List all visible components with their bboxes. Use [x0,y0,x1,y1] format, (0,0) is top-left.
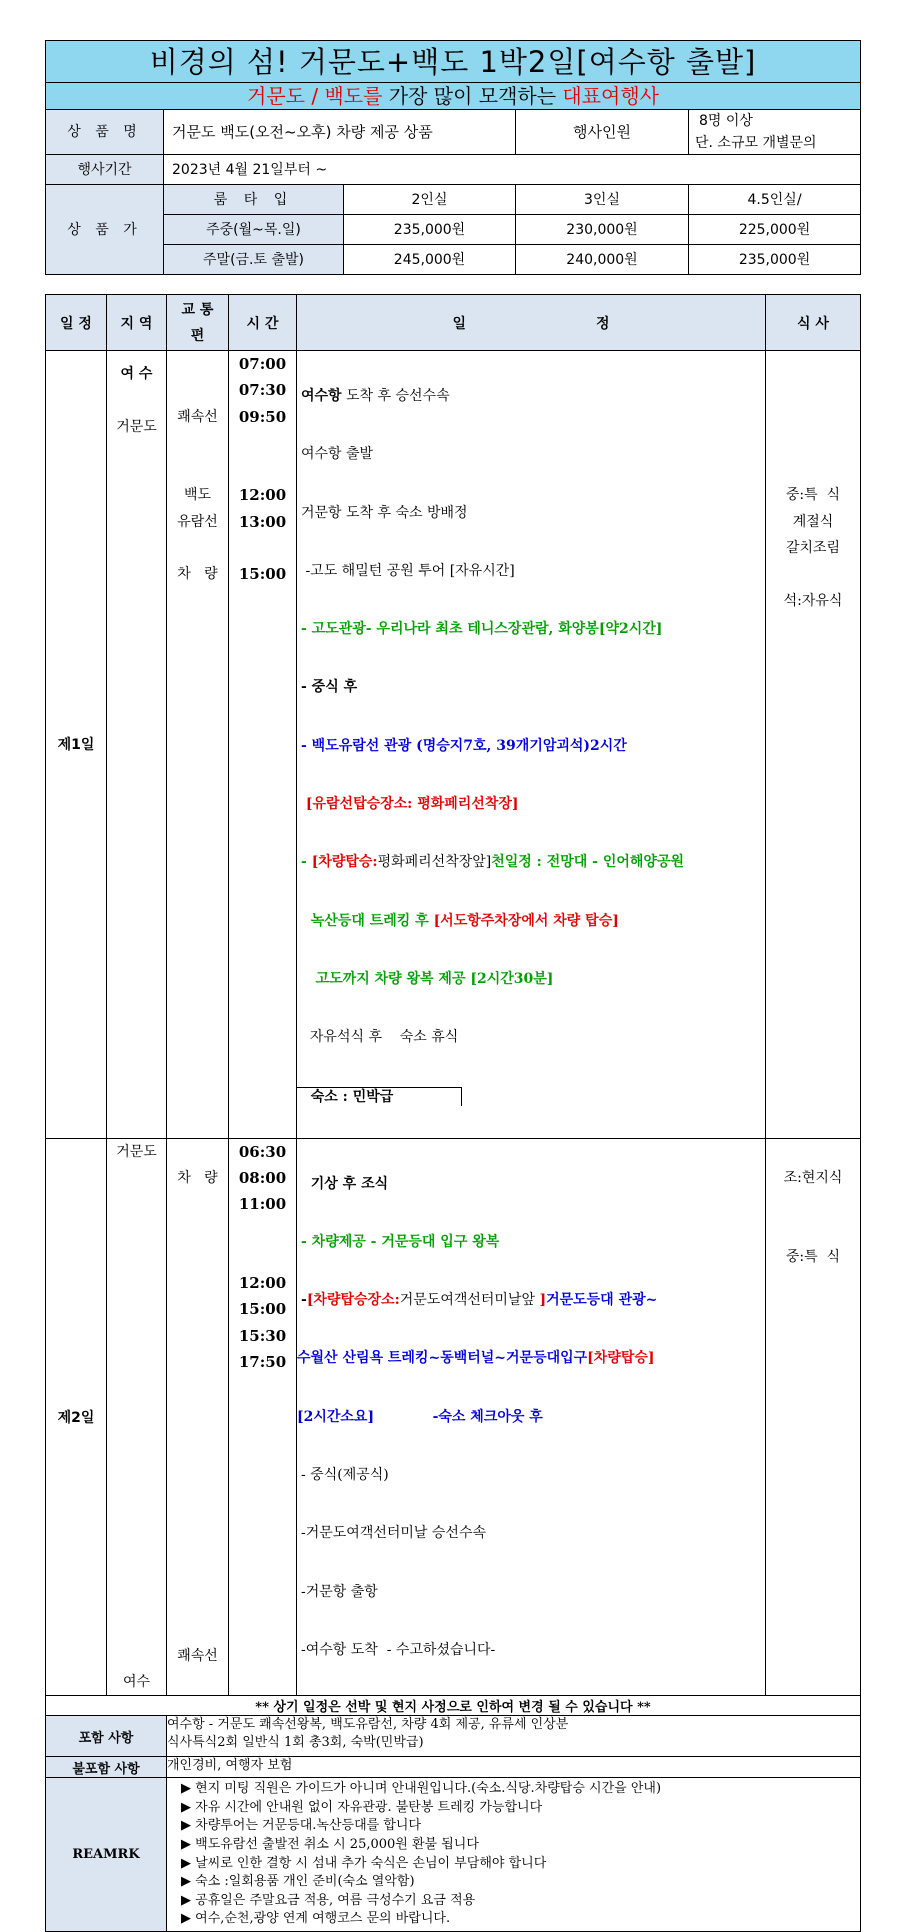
excluded-text: 개인경비, 여행자 보험 [167,1757,861,1778]
schedule-line: - 중식 후 [301,679,358,696]
header-schedule-b: 정 [596,315,610,332]
transport [167,430,228,456]
day1-regions [107,351,167,1139]
time: 12:00 [238,1274,287,1293]
transport: 차 량 [177,1169,218,1186]
remark-item: ▶ 여수,순천,광양 연계 여행코스 문의 바랍니다. [181,1911,451,1927]
time [229,535,296,561]
meal: 조:현지식 [783,1169,843,1186]
schedule-line: -거문항 출항 [301,1583,378,1600]
header-meal: 식 사 [766,295,861,351]
included-line: 식사특식2회 일반식 1회 총3회, 숙박(민박급) [167,1734,424,1750]
meal [766,561,860,587]
schedule-text: - [301,1292,307,1309]
transport: 백도 [183,487,212,504]
day2-transport [167,1138,229,1696]
header-day: 일 정 [46,295,107,351]
transport [167,351,228,377]
subtitle-mid: 가장 많이 모객하는 [382,84,563,108]
transport: 유람선 [177,513,218,530]
time [229,430,296,456]
meal: 석:자유식 [783,592,843,609]
included-label: 포함 사항 [46,1716,167,1757]
schedule-line [297,908,765,934]
time [229,1244,296,1270]
schedule-line: -거문도여객선터미날 승선수속 [301,1525,486,1542]
header-transport-1: 교 통 [181,301,214,318]
product-table [45,40,861,275]
schedule-line: 자유석식 후 숙소 휴식 [301,1029,459,1046]
price-header-3: 3인실 [516,185,689,215]
remark-item: ▶ 현지 미팅 직원은 가이드가 아니며 안내원입니다.(숙소.식당.차량탑승 시간을 안내) [181,1781,662,1797]
subtitle-red-1: 거문도 / 백도를 [247,84,383,108]
included-text [167,1716,861,1757]
price-header-4: 4.5인실/ [689,185,861,215]
included-line: 여수항 - 거문도 쾌속선왕복, 백도유람선, 차량 4회 제공, 유류세 인상분 [167,1717,569,1733]
people-label: 행사인원 [516,110,689,155]
schedule-blue: 수월산 산림욕 트레킹~동백터널~거문등대입구 [297,1350,588,1367]
price-cell: 230,000원 [516,215,689,245]
time: 06:30 [238,1142,287,1161]
remark-item: ▶ 숙소 :일회용품 개인 준비(숙소 열악함) [181,1874,415,1890]
meal [766,377,860,403]
subtitle-red-2: 대표여행사 [562,84,660,108]
remark-item: ▶ 차량투어는 거문등대.녹산등대를 합니다 [181,1818,422,1834]
schedule-red: [차량탑승: [311,854,378,871]
header-region: 지 역 [107,295,167,351]
region: 여 수 [120,366,153,382]
schedule-line [297,1287,765,1313]
header-schedule [297,295,766,351]
day1-label: 제1일 [46,351,107,1139]
meal [766,1217,860,1243]
schedule-line: - 중식(제공식) [301,1467,389,1484]
schedule-bold: 여수항 [301,388,342,404]
meal [766,404,860,430]
day2-meals [766,1138,861,1696]
schedule-line: 고도까지 차량 왕복 제공 [2시간30분] [301,970,554,987]
schedule-notice: ** 상기 일정은 선박 및 현지 사정으로 인하여 변경 될 수 있습니다 ** [46,1696,861,1716]
day2-regions [107,1138,167,1696]
people-line-1: 8명 이상 [699,113,753,129]
schedule-text: 도착 후 승선수속 [341,388,450,404]
region [107,387,166,413]
product-name-value: 거문도 백도(오전~오후) 차량 제공 상품 [164,110,516,155]
header-transport [167,295,229,351]
schedule-line: 기상 후 조식 [301,1175,389,1192]
schedule-red: [차량탑승] [587,1350,655,1367]
schedule-green: 천일정 : 전망대 - 인어해양공원 [491,854,684,871]
meal [766,1139,860,1165]
period-label: 행사기간 [46,155,164,185]
schedule-line: -고도 해밀턴 공원 투어 [자유시간] [301,562,515,579]
price-cell: 245,000원 [344,245,516,275]
transport [167,377,228,403]
transport: 차 량 [177,566,218,583]
schedule-line: 숙소 : 민박급 [297,1087,462,1106]
header-schedule-a: 일 [452,315,466,332]
day1-transport [167,351,229,1139]
remark-list [167,1778,861,1932]
people-line-2: 단. 소규모 개별문의 [695,135,817,151]
people-value [689,110,861,155]
schedule-line: -여수항 도착 - 수고하셨습니다- [301,1641,496,1658]
time: 12:00 [238,486,287,505]
schedule-line: - 백도유람선 관광 (명승지7호, 39개기암괴석)2시간 [301,737,627,754]
remark-item: ▶ 날씨로 인한 결항 시 섬내 추가 숙식은 손님이 부담해야 합니다 [181,1855,547,1871]
remark-item: ▶ 공휴일은 주말요금 적용, 여름 극성수기 요금 적용 [181,1892,476,1908]
meal [766,430,860,456]
remark-item: ▶ 자유 시간에 안내원 없이 자유관광. 불탄봉 트레킹 가능합니다 [181,1799,543,1815]
remark-label: REAMRK [46,1778,167,1932]
day1-schedule [297,351,766,1139]
region: 거문도 [116,418,157,435]
schedule-line [297,791,765,817]
schedule-line: - 고도관광- 우리나라 최초 테니스장관람, 화양봉[약2시간] [301,621,663,638]
day1-meals [766,351,861,1139]
header-transport-2: 편 [190,327,205,344]
header-time: 시 간 [229,295,297,351]
schedule-red: ] [539,1292,547,1309]
time [229,1217,296,1243]
time: 07:00 [238,355,287,373]
schedule-red: [서도항주차장에서 차량 탑승] [433,912,619,929]
excluded-label: 불포함 사항 [46,1757,167,1778]
schedule-line [297,383,765,409]
itinerary-table [45,294,861,1932]
transport: 쾌속선 [177,408,218,425]
transport-end: 쾌속선 [177,1647,218,1664]
remark-item: ▶ 백도유람선 출발전 취소 시 25,000원 환불 됩니다 [181,1837,479,1853]
page-title: 비경의 섬! 거문도+백도 1박2일[여수항 출발] [46,41,861,83]
subtitle [46,83,861,110]
price-cell: 225,000원 [689,215,861,245]
schedule-line [297,849,765,875]
period-value: 2023년 4월 21일부터 ~ [164,155,861,185]
meal [766,1191,860,1217]
transport [167,1139,228,1165]
day1-times [229,351,297,1139]
time: 07:30 [238,381,287,400]
meal [766,351,860,377]
schedule-line: 거문항 도착 후 숙소 방배정 [301,504,468,521]
region: 거문도 [116,1143,157,1160]
product-name-label: 상 품 명 [46,110,164,155]
price-cell: 240,000원 [516,245,689,275]
schedule-green: - [301,854,312,871]
price-cell: 235,000원 [344,215,516,245]
time: 15:00 [238,1300,287,1319]
day2-label: 제2일 [46,1138,107,1696]
meal [766,456,860,482]
day2-times [229,1138,297,1696]
schedule-red: [유람선탑승장소: 평화페리선착장] [301,796,519,813]
price-row-weekday-label: 주중(월~목.일) [164,215,344,245]
schedule-line: 여수항 출발 [301,446,374,463]
schedule-line [293,1345,765,1371]
schedule-green: 녹산등대 트레킹 후 [301,912,434,929]
meal: 갈치조림 [785,540,841,557]
time [229,456,296,482]
time: 08:00 [238,1168,287,1187]
region-end: 여수 [122,1673,151,1690]
price-label: 상 품 가 [46,185,164,275]
meal: 계절식 [792,513,834,530]
price-row-weekend-label: 주말(금.토 출발) [164,245,344,275]
transport [167,535,228,561]
schedule-red: [차량탑승장소: [306,1292,400,1309]
time: 13:00 [238,512,287,531]
time: 09:50 [238,407,287,426]
time: 17:50 [238,1352,287,1371]
time: 11:00 [238,1195,287,1214]
schedule-blue: 거문도등대 관광~ [546,1292,658,1309]
price-header-2: 2인실 [344,185,516,215]
day2-schedule [297,1138,766,1696]
time: 15:00 [238,565,287,584]
time: 15:30 [238,1326,287,1345]
price-header-roomtype: 룸 타 입 [164,185,344,215]
schedule-line: - 차량제공 - 거문등대 입구 왕복 [301,1233,500,1250]
price-cell: 235,000원 [689,245,861,275]
schedule-line: [2시간소요] -숙소 체크아웃 후 [297,1408,543,1425]
meal: 중:특 식 [785,487,841,504]
transport [167,456,228,482]
meal: 중:특 식 [785,1248,841,1265]
schedule-text: 평화페리선착장앞] [377,854,492,871]
schedule-text: 거문도여객선터미날앞 [399,1292,540,1309]
